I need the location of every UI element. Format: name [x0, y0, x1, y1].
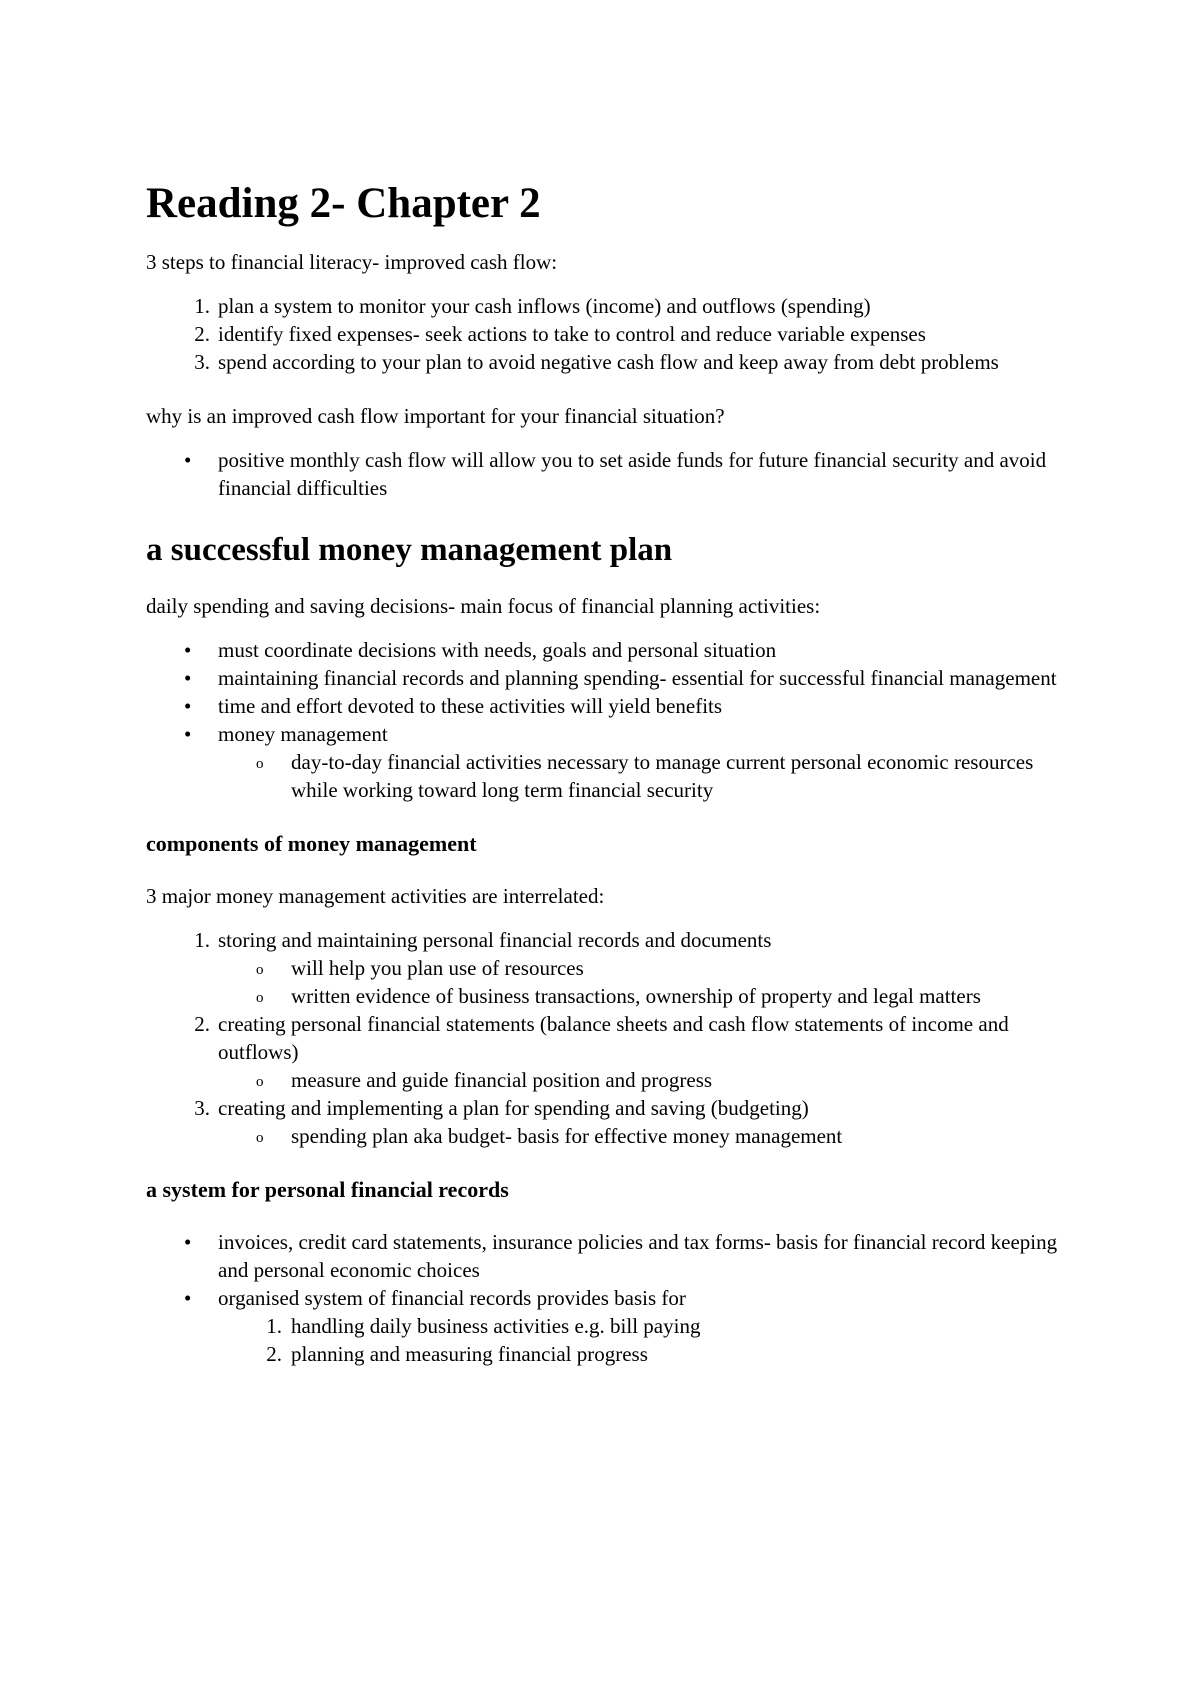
question-text: why is an improved cash flow important for your financial situation? [146, 404, 725, 428]
list-item: • must coordinate decisions with needs, goals and personal situation [184, 638, 777, 662]
bullet-icon: • [184, 448, 192, 472]
list-item: 3. creating and implementing a plan for spending and saving (budgeting) o spending plan aka budget- basis for effective money management [146, 1094, 1076, 1150]
sub-list-item: o will help you plan use of resources [146, 954, 1076, 982]
list-number: 1. [266, 1314, 282, 1338]
list-number: 1. [194, 294, 210, 318]
sub-list [146, 1122, 1076, 1150]
steps-list [146, 292, 1076, 376]
section-heading: a system for personal financial records [146, 1177, 509, 1202]
bullet-icon: • [184, 638, 192, 662]
list-item: • invoices, credit card statements, insurance policies and tax forms- basis for financial record keeping and personal economic choices [184, 1230, 1058, 1282]
list-item: • maintaining financial records and planning spending- essential for successful financial management [184, 666, 1057, 690]
document-page [146, 180, 1076, 1394]
list-item: • money management o day-to-day financial activities necessary to manage current personal economic resources while working toward long term financial security [146, 720, 1076, 804]
sub-list [146, 1066, 1076, 1094]
list-item: 3. spend according to your plan to avoid negative cash flow and keep away from debt problems [146, 348, 1076, 376]
list-number: 3. [194, 350, 210, 374]
section-heading: components of money management [146, 831, 477, 856]
list-item: 2. identify fixed expenses- seek actions to take to control and reduce variable expenses [146, 320, 1076, 348]
page-title: Reading 2- Chapter 2 [146, 180, 541, 227]
list-item: • time and effort devoted to these activities will yield benefits [184, 694, 723, 718]
sub-list-item: o measure and guide financial position and progress [146, 1066, 1076, 1094]
list-item: 2. creating personal financial statements (balance sheets and cash flow statements of income and outflows) o measure and guide financial position and progress [146, 1010, 1076, 1094]
circle-bullet-icon: o [256, 962, 264, 978]
circle-bullet-icon: o [256, 1074, 264, 1090]
bullet-icon: • [184, 1230, 192, 1254]
sub-list-item: o spending plan aka budget- basis for effective money management [146, 1122, 1076, 1150]
circle-bullet-icon: o [256, 1130, 264, 1146]
list-item: • organised system of financial records provides basis for 1. handling daily business activities e.g. bill paying 2. planning and measuring financial progress [146, 1284, 1076, 1368]
circle-bullet-icon: o [256, 990, 264, 1006]
bullet-icon: • [184, 1286, 192, 1310]
section-intro: 3 major money management activities are interrelated: [146, 884, 605, 908]
section2-list [146, 926, 1076, 1150]
list-number: 1. [194, 928, 210, 952]
circle-bullet-icon: o [256, 756, 264, 772]
bullet-icon: • [184, 722, 192, 746]
sub-list-item: 1. handling daily business activities e.g. bill paying [146, 1312, 1076, 1340]
list-number: 2. [194, 1012, 210, 1036]
answer-list [146, 446, 1076, 502]
bullet-icon: • [184, 666, 192, 690]
section-intro: daily spending and saving decisions- main focus of financial planning activities: [146, 594, 821, 618]
sub-list [146, 1312, 1076, 1368]
section-heading: a successful money management plan [146, 532, 673, 568]
sub-list-item: 2. planning and measuring financial progress [146, 1340, 1076, 1368]
sub-list-item: o day-to-day financial activities necessary to manage current personal economic resources while working toward long term financial security [256, 750, 1034, 802]
list-item: 1. storing and maintaining personal financial records and documents o will help you plan use of resources o written evidence of business transactions, ownership of property and legal matters [146, 926, 1076, 1010]
section1-bullets [146, 636, 1076, 804]
bullet-icon: • [184, 694, 192, 718]
sub-list-item: o written evidence of business transactions, ownership of property and legal matters [146, 982, 1076, 1010]
list-number: 2. [266, 1342, 282, 1366]
section3-bullets [146, 1228, 1076, 1368]
sub-list [146, 748, 1076, 804]
sub-list [146, 954, 1076, 1010]
intro-text: 3 steps to financial literacy- improved cash flow: [146, 250, 558, 274]
list-item: 1. plan a system to monitor your cash inflows (income) and outflows (spending) [146, 292, 1076, 320]
list-number: 2. [194, 322, 210, 346]
list-item: • positive monthly cash flow will allow you to set aside funds for future financial security and avoid financial difficulties [184, 448, 1047, 500]
list-number: 3. [194, 1096, 210, 1120]
